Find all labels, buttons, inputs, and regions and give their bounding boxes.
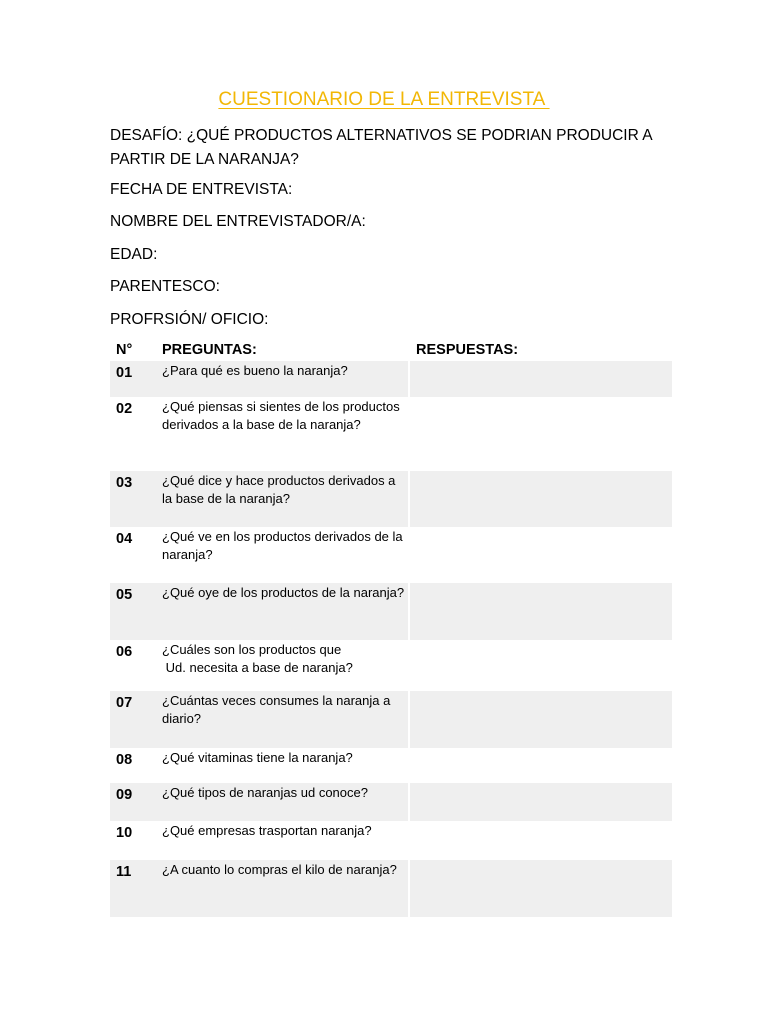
table-row [110,860,672,917]
answer-cell[interactable] [408,583,672,640]
interview-date-label: FECHA DE ENTREVISTA: [110,181,293,198]
age-label: EDAD: [110,246,158,263]
question-text: ¿Cuántas veces consumes la naranja a diario? [156,691,408,748]
question-text: ¿Cuáles son los productos que Ud. necesita a base de naranja? [162,642,353,675]
question-text: ¿Qué empresas trasportan naranja? [162,823,372,838]
kinship-label: PARENTESCO: [110,278,220,295]
answer-cell[interactable] [408,640,672,691]
question-text: ¿Para qué es bueno la naranja? [156,361,408,397]
table-row [110,821,672,860]
question-number: 05 [110,583,156,640]
answer-cell[interactable] [408,471,672,527]
answers-column-header: RESPUESTAS: [416,342,519,358]
question-number: 11 [110,860,156,917]
number-column-header: N° [116,342,133,358]
question-text: ¿Qué dice y hace productos derivados a la base de la naranja? [156,471,408,527]
question-number: 02 [116,401,133,417]
question-number: 03 [110,471,156,527]
question-text: ¿Qué ve en los productos derivados de la naranja? [162,529,410,562]
questions-table [110,339,672,917]
table-row [110,527,672,583]
question-text: ¿Qué piensas si sientes de los productos derivados a la base de la naranja? [162,399,400,432]
table-row [110,783,672,821]
answer-cell[interactable] [408,860,672,917]
question-text: ¿Qué tipos de naranjas ud conoce? [156,783,408,821]
answer-cell[interactable] [408,783,672,821]
table-header [110,339,672,361]
table-row [110,583,672,640]
question-number: 08 [116,752,133,768]
question-text: ¿Qué vitaminas tiene la naranja? [162,750,353,765]
challenge-text: DESAFÍO: ¿QUÉ PRODUCTOS ALTERNATIVOS SE PODRIAN PRODUCIR A PARTIR DE LA NARANJA? [110,127,652,168]
interviewer-name-label: NOMBRE DEL ENTREVISTADOR/A: [110,213,366,230]
question-number: 07 [110,691,156,748]
table-row [110,640,672,691]
question-number: 04 [116,531,133,547]
profession-label: PROFRSIÓN/ OFICIO: [110,311,269,328]
table-row [110,471,672,527]
answer-cell[interactable] [408,361,672,397]
answer-cell[interactable] [408,821,672,860]
question-number: 09 [110,783,156,821]
page-title: CUESTIONARIO DE LA ENTREVISTA [218,89,550,110]
question-number: 01 [110,361,156,397]
answer-cell[interactable] [408,748,672,783]
table-row [110,748,672,783]
answer-cell[interactable] [408,691,672,748]
question-text: ¿A cuanto lo compras el kilo de naranja? [156,860,408,917]
question-number: 10 [116,825,133,841]
question-number: 06 [116,644,133,660]
question-text: ¿Qué oye de los productos de la naranja? [156,583,408,640]
table-row [110,691,672,748]
table-row [110,397,672,471]
table-row [110,361,672,397]
answer-cell[interactable] [408,397,672,471]
questions-column-header: PREGUNTAS: [162,342,257,358]
answer-cell[interactable] [408,527,672,583]
